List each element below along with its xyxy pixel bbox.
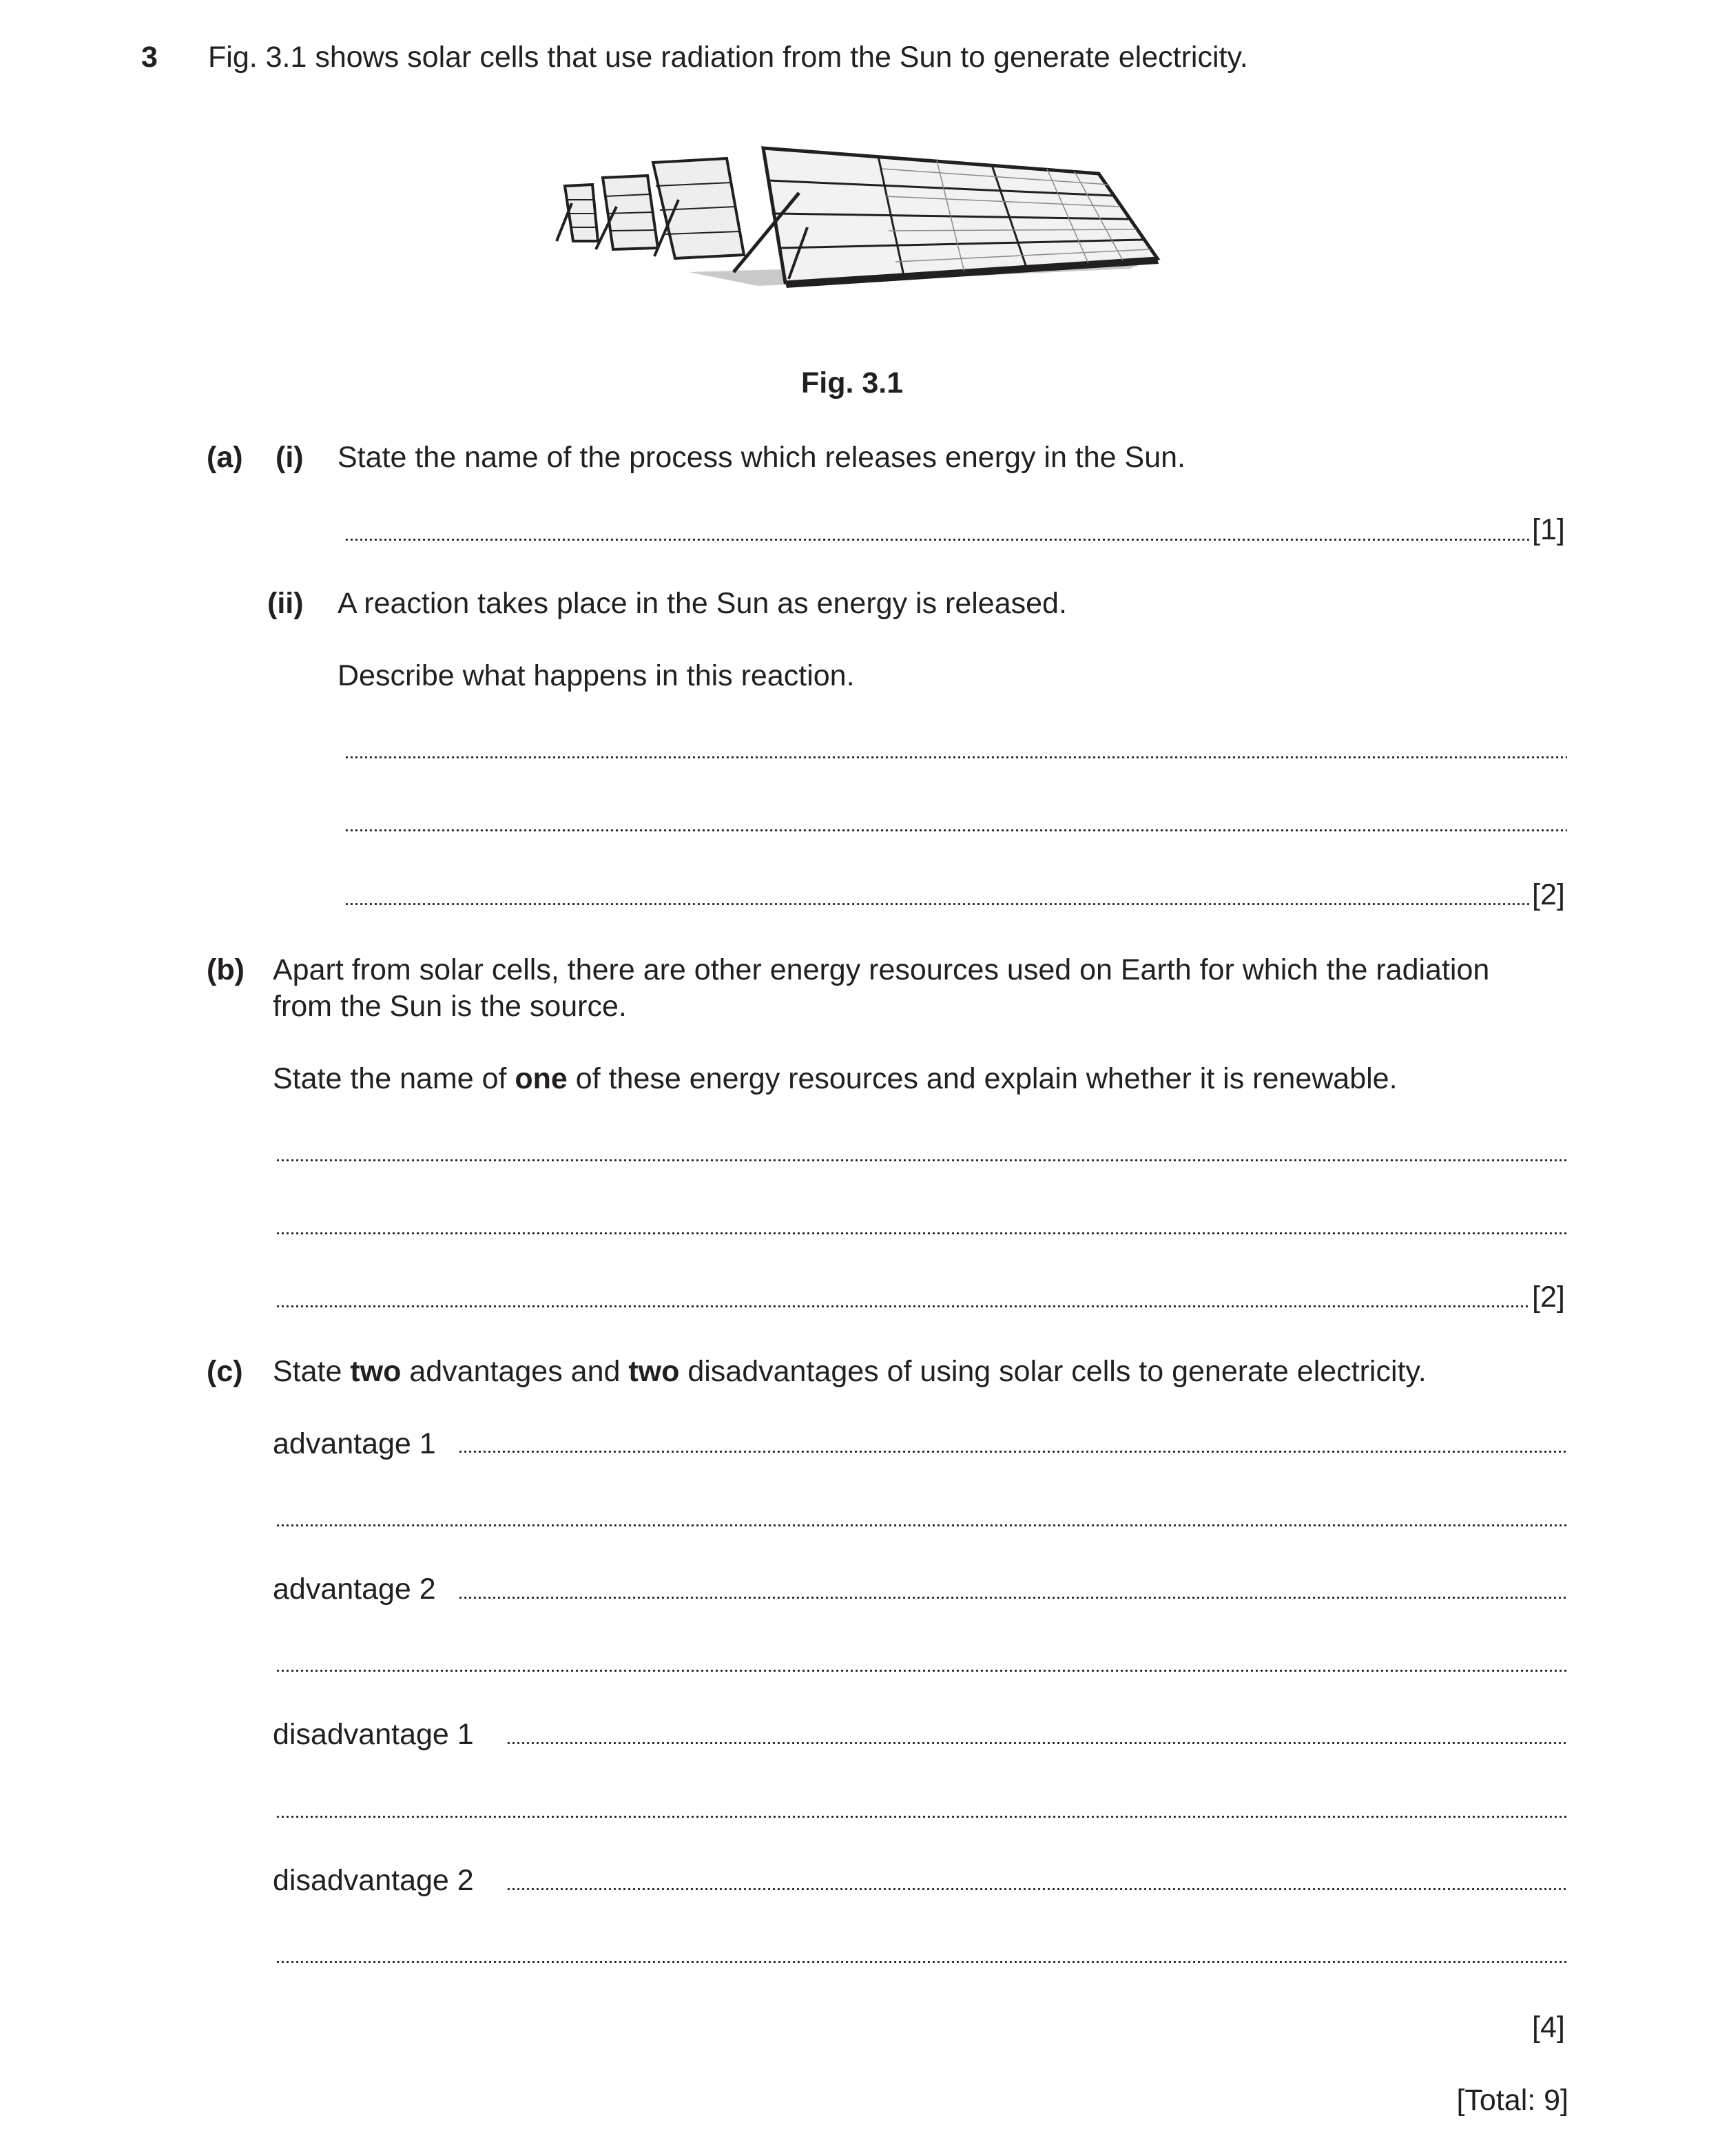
answer-line-advantage-1[interactable] [458, 1451, 1567, 1453]
part-c-q-1: State [273, 1355, 351, 1388]
part-b-q-pre: State the name of [273, 1062, 515, 1095]
answer-line-b-3[interactable] [276, 1305, 1529, 1307]
part-a-ii-text2: Describe what happens in this reaction. [338, 659, 855, 692]
part-b-q-post: of these energy resources and explain whether it is renewable. [567, 1062, 1398, 1095]
answer-line-a-ii-2[interactable] [344, 829, 1567, 831]
part-b-line1: Apart from solar cells, there are other energy resources used on Earth for which the radiation [273, 953, 1490, 986]
part-b-question [273, 1064, 1398, 1094]
disadvantage-2-label: disadvantage 2 [273, 1864, 474, 1897]
question-number: 3 [141, 41, 158, 74]
answer-line-advantage-1-cont[interactable] [276, 1524, 1567, 1526]
answer-line-b-1[interactable] [276, 1159, 1567, 1161]
answer-line-a-ii-3[interactable] [344, 903, 1529, 905]
part-c-q-bold2: two [628, 1355, 680, 1388]
part-a-i-label: (i) [276, 441, 304, 474]
marks-b: [2] [1532, 1281, 1565, 1314]
part-a-i-text: State the name of the process which releases energy in the Sun. [338, 441, 1186, 474]
panel-back-2 [596, 176, 658, 249]
part-b-line2: from the Sun is the source. [273, 990, 627, 1023]
part-c-q-2: advantages and [401, 1355, 629, 1388]
answer-line-advantage-2[interactable] [458, 1597, 1567, 1599]
answer-line-disadvantage-1[interactable] [506, 1742, 1567, 1744]
answer-line-a-ii-1[interactable] [344, 756, 1567, 758]
marks-a-i: [1] [1532, 513, 1565, 546]
panel-back-3 [557, 185, 598, 241]
part-a-ii-label: (ii) [267, 587, 304, 620]
part-b-label: (b) [207, 953, 245, 986]
answer-line-advantage-2-cont[interactable] [276, 1670, 1567, 1672]
part-a-ii-text1: A reaction takes place in the Sun as energy is released. [338, 587, 1067, 620]
marks-a-ii: [2] [1532, 878, 1565, 911]
panel-front [763, 148, 1159, 288]
answer-line-b-2[interactable] [276, 1232, 1567, 1234]
part-c-q-bold1: two [350, 1355, 402, 1388]
panel-back-1 [653, 158, 744, 258]
total-marks: [Total: 9] [1456, 2084, 1568, 2117]
answer-line-disadvantage-1-cont[interactable] [276, 1816, 1567, 1818]
solar-panels-figure [551, 138, 1164, 296]
part-a-label: (a) [207, 441, 243, 474]
part-c-q-3: disadvantages of using solar cells to generate electricity. [679, 1355, 1427, 1388]
part-c-label: (c) [207, 1355, 243, 1388]
part-c-question [273, 1357, 1427, 1387]
figure-caption: Fig. 3.1 [801, 366, 904, 400]
part-b-q-bold: one [515, 1062, 568, 1095]
disadvantage-1-label: disadvantage 1 [273, 1718, 474, 1751]
question-intro: Fig. 3.1 shows solar cells that use radiation from the Sun to generate electricity. [208, 41, 1248, 74]
answer-line-disadvantage-2[interactable] [506, 1888, 1567, 1890]
marks-c: [4] [1532, 2011, 1565, 2044]
answer-line-a-i[interactable] [344, 539, 1529, 541]
advantage-1-label: advantage 1 [273, 1427, 436, 1460]
advantage-2-label: advantage 2 [273, 1573, 436, 1606]
answer-line-disadvantage-2-cont[interactable] [276, 1961, 1567, 1963]
